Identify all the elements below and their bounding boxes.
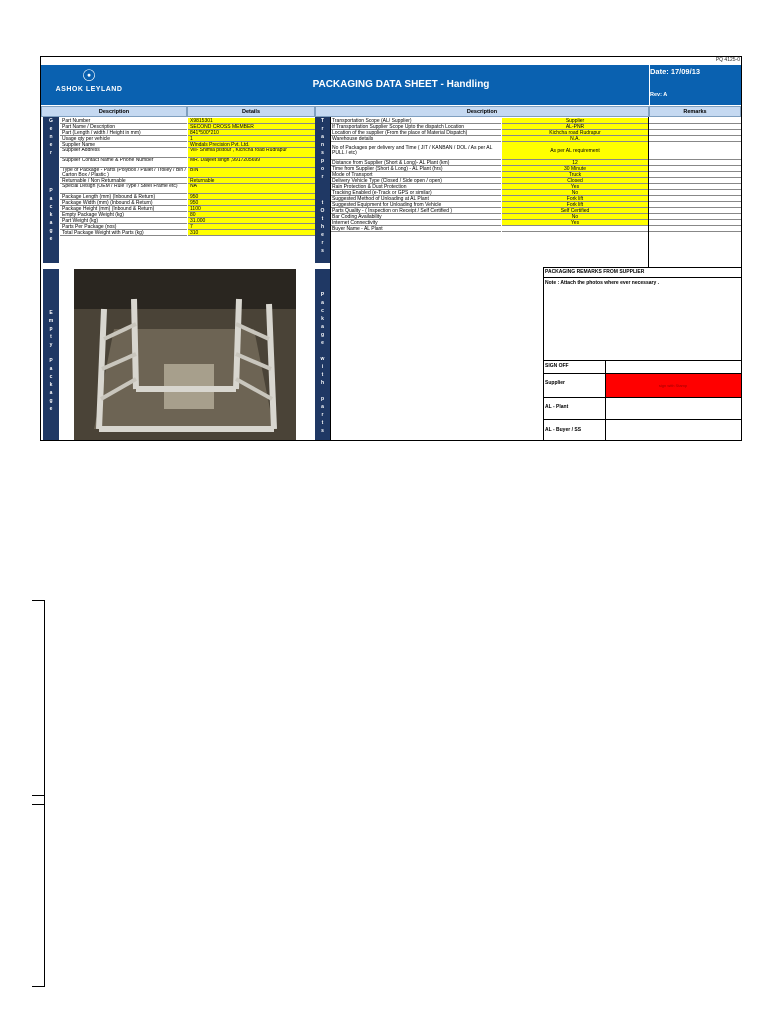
mid-divider [330,117,331,267]
right-row-label: Parts Quality - ( Inspection on Receipt / Self Certified ) [331,208,501,214]
side-label-package: P a c k a g e [43,159,59,263]
left-row-label: Part (Length / width / Height in mm) [60,130,187,136]
photo-divider [330,267,331,441]
document-number: PQ 4125-0 [715,57,740,63]
empty-package-photo [74,269,296,441]
right-row-value[interactable]: Kichcha road Rudrapur [502,130,648,136]
left-row-label: Type of Package - Parts (Polybox / Pallet / Trolley / Bin / Carton Box / Plastic ) [62,168,186,178]
left-row-label: Supplier Name [60,142,187,148]
left-row-value[interactable]: Windals Precision Pvt. Ltd. [188,142,315,148]
left-row-value[interactable]: Returnable [188,178,315,184]
right-row-label: No of Packages per delivery and Time ( JIT / KANBAN / DOL / As per AL PULL / etc) [331,142,501,160]
left-row-value[interactable]: 841*500*210 [188,130,315,136]
side-label-others: t O t h e r s [315,185,330,263]
side-label-general: G e n e r [43,117,59,159]
right-row-label: Tracking Enabled (e-Track or GPS or similar) [331,190,501,196]
left-row-value[interactable]: 1 [188,136,315,142]
right-row-value[interactable]: 30 Minute [502,166,648,172]
date-label: Date: 17/09/13 [650,67,701,76]
right-row-label: Buyer Name - AL Plant [331,226,501,232]
right-row-value[interactable]: N.A. [502,136,648,142]
al-plant-label: AL - Plant [545,404,569,410]
left-row-value[interactable]: 31.000 [188,218,315,224]
left-row-label: Package Width (mm) (Inbound & Return) [60,200,187,206]
left-row-value[interactable]: NA [188,184,315,194]
left-row-value[interactable]: X9815301 [188,118,315,124]
rev-label: Rev: A [650,92,668,98]
right-row-label: If Transportation Supplier Scope Upto the dispatch Location [331,124,501,130]
col-header-details: Details [187,106,315,117]
right-row-value[interactable]: No [502,190,648,196]
left-row-value[interactable]: 950 [188,194,315,200]
left-row-label: Supplier Contact Name & Phone Number [60,158,187,168]
supplier-label: Supplier [545,380,566,386]
right-row-value[interactable]: No [502,214,648,220]
al-plant-row-border [544,397,741,398]
right-row-label: Distance from Supplier (Short & Long)- AL Plant (km) [331,160,501,166]
left-row-label: Part Name / Description [60,124,187,130]
col-header-description-2: Description [315,106,649,117]
page-margin-tick [32,795,45,805]
right-row-label: Delivery Vehicle Type (Closed / Side open / open) [331,178,501,184]
right-row-label: Mode of Transport [331,172,501,178]
right-row-value[interactable]: Fork lift [502,202,648,208]
right-row-value[interactable]: AL-PNR [502,124,648,130]
left-row-label: Supplier Address [60,148,187,158]
remarks-cell[interactable] [649,142,741,160]
right-row-label: Location of the supplier (From the place of Material Dispatch) [331,130,501,136]
al-buyer-label: AL - Buyer / SS [545,427,582,433]
left-row-value[interactable]: BIN [188,168,315,178]
right-row-label: Suggested Method of Unloading at AL Plant [331,196,501,202]
right-row-label: Rain Protection & Dust Protection [331,184,501,190]
left-row-value[interactable]: 310 [188,230,315,236]
date-rev-box [649,65,742,105]
left-row-value[interactable]: 1100 [188,206,315,212]
right-row-label: Transportation Scope (AL/ Supplier) [331,118,501,124]
side-label-empty-package: E m p t y P a c k a g e [43,269,59,441]
remarks-cell[interactable] [649,226,741,232]
supplier-remarks-panel [544,267,741,441]
left-row-label: Usage qty per vehicle [60,136,187,142]
brand-name: ASHOK LEYLAND [55,86,123,93]
right-row-value[interactable]: As per AL requirement [502,142,648,160]
right-row-value[interactable]: Fork lift [502,196,648,202]
right-row-value[interactable]: Closed [502,178,648,184]
left-row-label: Total Package Weight with Parts (kg) [60,230,187,236]
signoff-top-border [544,360,741,361]
left-row-label: Part Weight (kg) [60,218,187,224]
packaging-data-sheet [40,56,742,441]
left-row-label: Empty Package Weight (kg) [60,212,187,218]
side-label-transport: T r a n s p o r [315,117,330,185]
right-row-value[interactable]: Yes [502,184,648,190]
right-row-value[interactable]: Self Certified [502,208,648,214]
supplier-sign-box[interactable]: sign with Stamp [605,374,741,397]
left-row-value[interactable]: 950 [188,200,315,206]
left-row-value[interactable]: MR. Daljeet singh ,9917205699 [188,158,315,168]
right-row-label: Warehouse details [331,136,501,142]
left-row-value[interactable]: 7 [188,224,315,230]
col-header-remarks: Remarks [649,106,741,117]
al-buyer-row-border [544,419,741,420]
sheet-header [41,65,741,105]
remarks-top-border [544,267,741,268]
left-row-label: Returnable / Non Returnable [60,178,187,184]
right-row-label: Suggested Equipment for Unloading from Vehicle [331,202,501,208]
left-row-label: Package Height (mm) (Inbound & Return) [60,206,187,212]
signoff-column-divider [605,360,606,441]
right-row-value[interactable] [502,226,648,232]
right-row-label: Internet Connectivity [331,220,501,226]
right-row-value[interactable]: Yes [502,220,648,226]
left-row-label: Parts Per Package (nos) [60,224,187,230]
remarks-title-border [544,277,741,278]
left-row-value[interactable]: 80 [188,212,315,218]
sheet-title: PACKAGING DATA SHEET - Handling [312,79,490,90]
remarks-divider [648,117,649,267]
right-row-value[interactable]: Truck [502,172,648,178]
col-header-description: Description [41,106,187,117]
page-margin-bracket [32,600,45,987]
left-row-label: Package Length (mm) (Inbound & Return) [60,194,187,200]
signoff-label: SIGN OFF [545,363,569,369]
right-row-label: Time from Supplier (Short & Long) - AL Plant (hrs) [331,166,501,172]
company-logo [49,65,129,105]
left-row-value[interactable]: Vill- Shimla pistour , Kichcha road Rudrapur [188,148,315,158]
left-row-value[interactable]: SECOND CROSS MEMBER [188,124,315,130]
right-row-label: Bar Coding Availability [331,214,501,220]
remarks-title: PACKAGING REMARKS FROM SUPPLIER [545,269,645,275]
right-row-value[interactable]: Supplier [502,118,648,124]
right-row-value[interactable]: 12 [502,160,648,166]
left-row-label: Part Number [60,118,187,124]
ashok-leyland-logo-icon: ☉ [81,68,97,85]
left-row-label: Special Design (OEM / Rule Type / Steel Frame etc) [60,184,187,194]
side-label-package-with-parts: P a c k a g e w i t h p a r t s [315,269,330,441]
remarks-note: Note : Attach the photos where ever necessary . [545,280,660,286]
